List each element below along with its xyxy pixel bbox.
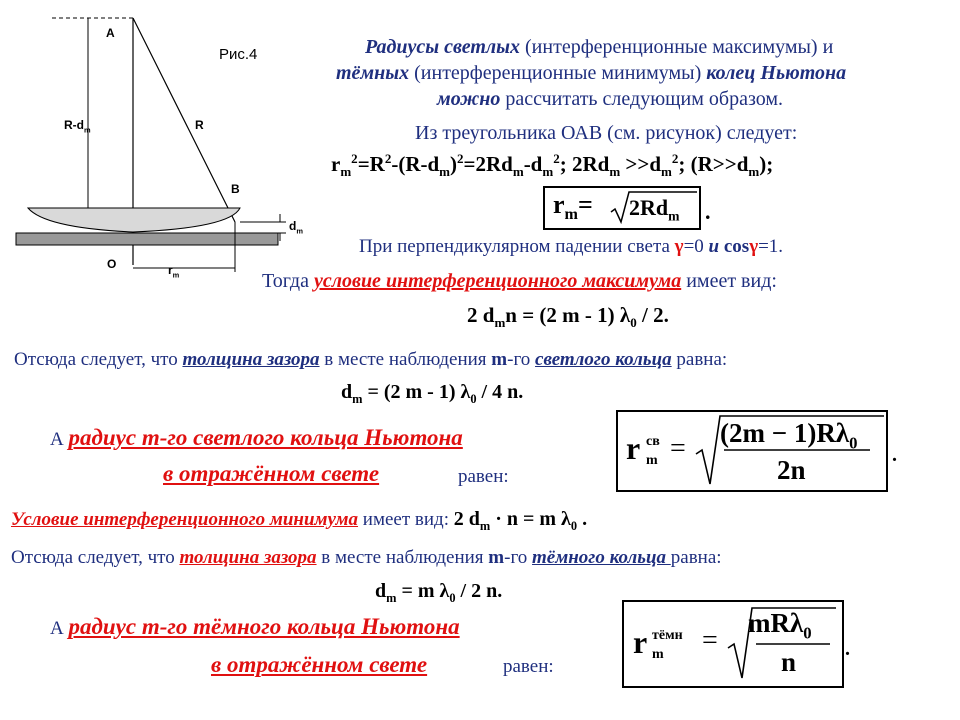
min-condition-line: Условие интерференционного минимума имеет вид: 2 $d_m \cdot n = m$ $\lambda_0$ . [11, 508, 588, 533]
dark-formula-den: n [781, 647, 797, 677]
glass-plate [16, 233, 278, 245]
newton-rings-figure [0, 0, 330, 300]
intro-line-2: тёмных (интерференционные минимумы) колец Ньютона [336, 62, 847, 84]
bright-radius-line-2: в отражённом свете [163, 461, 380, 486]
bright-formula-eq: = [670, 433, 686, 464]
formula-rm-squared: $r_m^2=R^2-(R-d_m)^2=2Rd_m-d_m^2$; $2Rd_m >>d_m^2$; $(R>>d_m)$; [331, 151, 774, 180]
bright-formula-den: 2n [777, 455, 806, 485]
intro-line-1: Радиусы светлых (интерференционные максимумы) и [365, 36, 834, 58]
formula-rm-dot: . [705, 199, 711, 224]
bright-formula-dot: . [892, 444, 897, 466]
thickness-bright-line: Отсюда следует, что толщина зазора в месте наблюдения m-го светлого кольца равна: [14, 349, 728, 370]
dark-radius-equals: равен: [503, 656, 554, 677]
perpendicular-line: При перпендикулярном падении света γ=0 и cosγ=1. [359, 236, 784, 257]
label-a: A [106, 26, 115, 40]
bright-formula-num: $(2m - 1)R\lambda_0$ [720, 418, 858, 453]
eq-dm-dark: $d_m = m$ $\lambda_0 / 2$ n. [375, 580, 503, 605]
dark-formula-sub: m [652, 647, 664, 662]
formula-rm-root: $2Rd_m$ [629, 195, 680, 224]
label-r: R [195, 118, 204, 132]
dark-formula-eq: = [702, 625, 718, 656]
eq-dm-bright: $d_m = (2$ m - 1) $\lambda_0 / 4$ n. [341, 381, 524, 406]
lens [28, 208, 240, 232]
label-o: O [107, 257, 117, 271]
bright-formula-sub: m [646, 453, 658, 468]
label-rm: $r_m$ [168, 263, 180, 280]
label-dm: $d_m$ [289, 219, 303, 236]
bright-formula-r: r [626, 430, 641, 466]
dark-formula-r: r [633, 624, 648, 660]
dark-formula-sup: тёмн [652, 628, 683, 643]
formula-rm: $r_m=$ [553, 190, 593, 224]
bright-radius-line-1: А радиус m-го светлого кольца Ньютона [50, 425, 463, 450]
figure-caption: Рис.4 [219, 46, 258, 63]
bright-formula-sup: св [646, 434, 660, 449]
dark-radius-line-2: в отражённом свете [211, 652, 428, 677]
label-r-dm: $R-d_m$ [64, 118, 91, 135]
dark-formula-num: mRλ$_0$ [748, 608, 812, 643]
intro-line-3: можно рассчитать следующим образом. [437, 88, 784, 110]
dark-radius-line-1: А радиус m-го тёмного кольца Ньютона [50, 614, 460, 639]
eq-max: 2 $d_mn = (2$ m - 1) $\lambda_0 / 2$. [467, 303, 669, 331]
bright-radius-equals: равен: [458, 466, 509, 487]
label-b: B [231, 182, 240, 196]
thickness-dark-line: Отсюда следует, что толщина зазора в месте наблюдения m-го тёмного кольца равна: [11, 547, 722, 568]
intro-line-4: Из треугольника ОАВ (см. рисунок) следует: [415, 122, 798, 144]
max-condition-line: Тогда условие интерференционного максимума имеет вид: [262, 270, 777, 292]
dark-formula-dot: . [845, 638, 850, 660]
